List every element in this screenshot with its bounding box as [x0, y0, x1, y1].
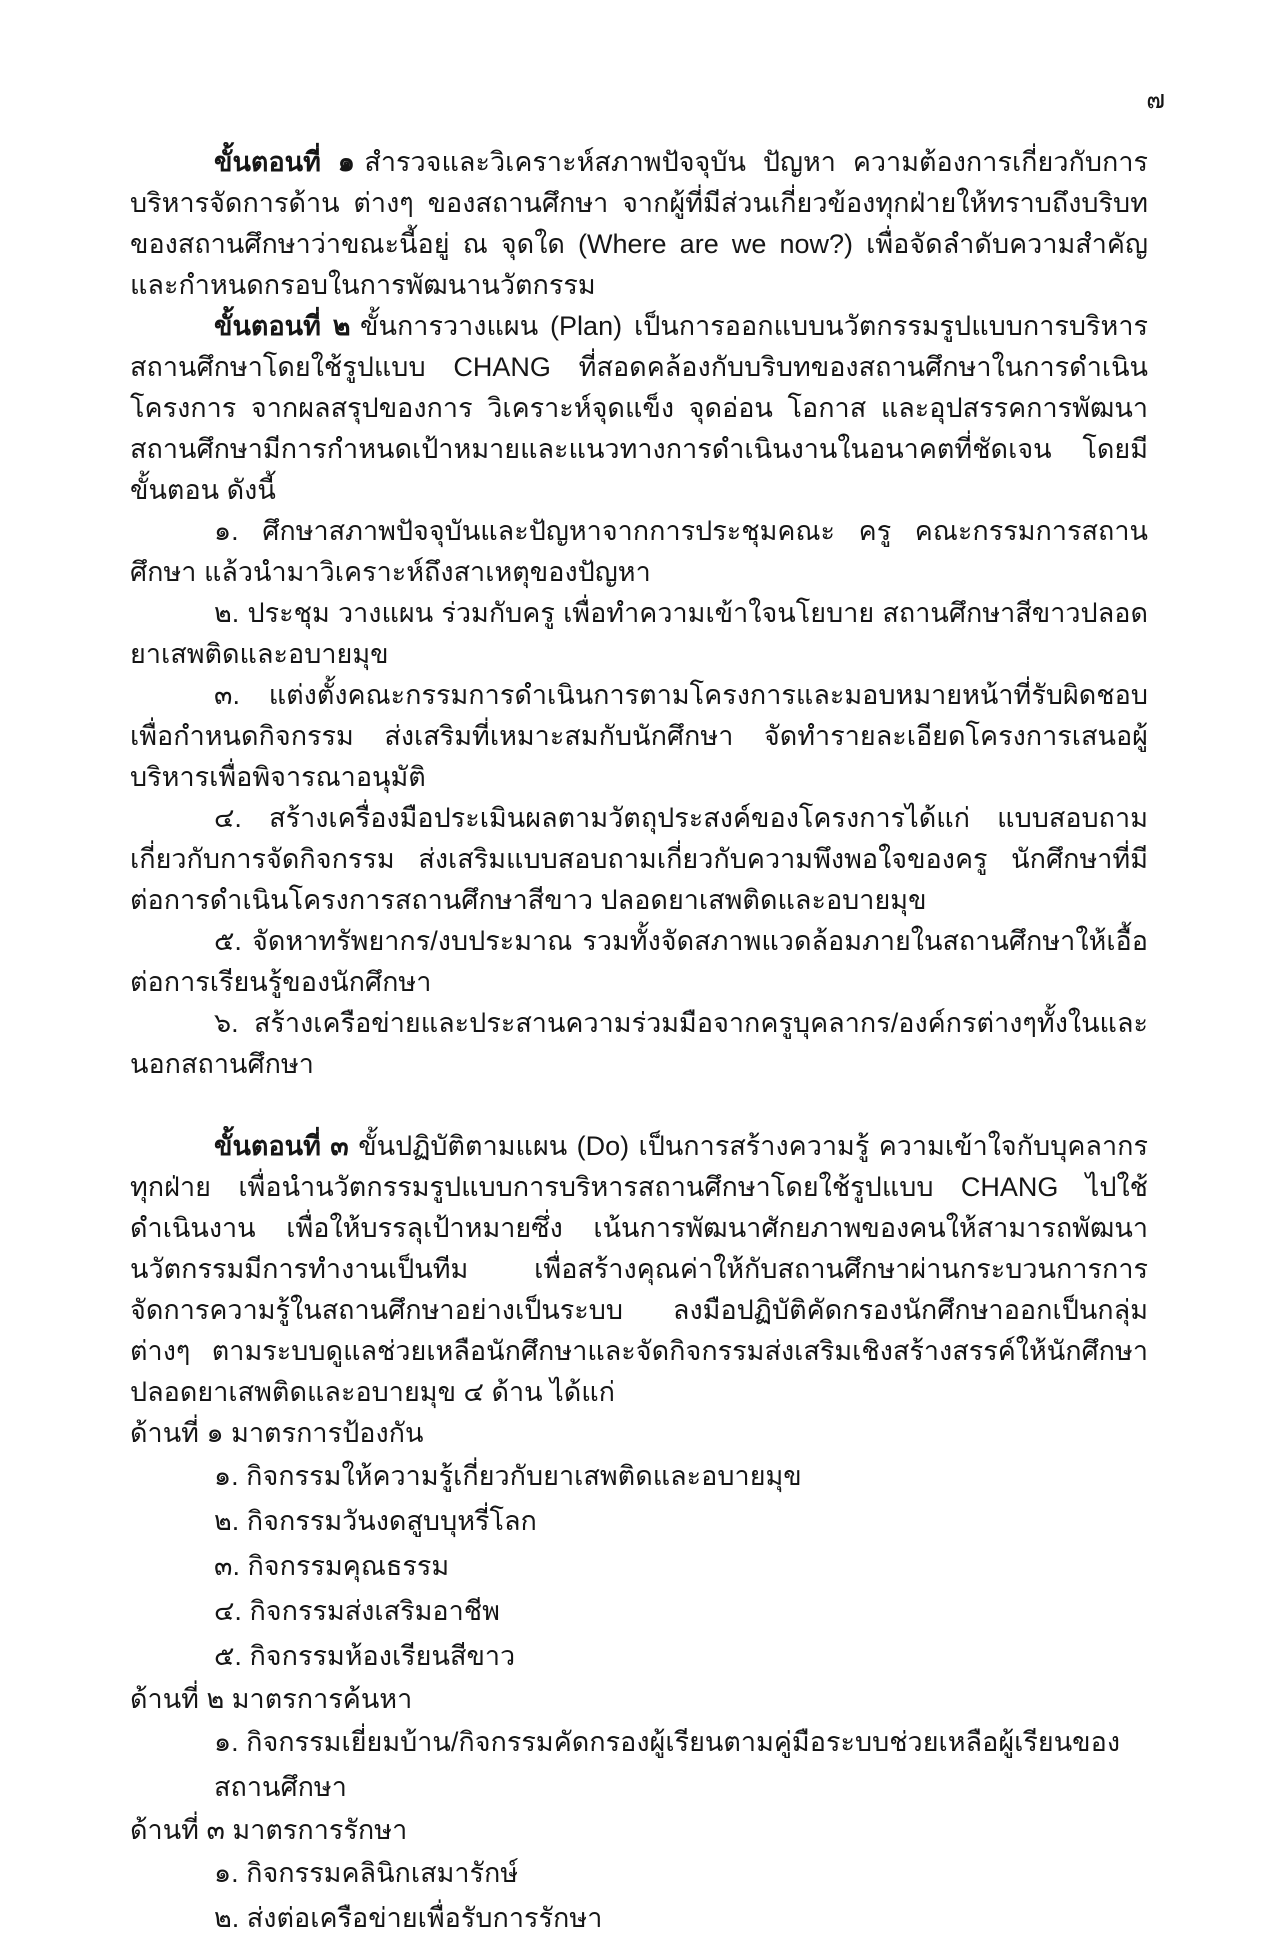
section-1-item-1: ๑. กิจกรรมให้ความรู้เกี่ยวกับยาเสพติดและอบายมุข [214, 1461, 802, 1491]
plan-item-3: ๓. แต่งตั้งคณะกรรมการดำเนินการตามโครงการและมอบหมายหน้าที่รับผิดชอบเพื่อกำหนดกิจกรรม ส่งเสริมที่เหมาะสมกับนักศึกษา จัดทำรายละเอียดโครงการเสนอผู้บริหารเพื่อพิจารณาอนุมัติ [130, 680, 1148, 792]
plan-item-4: ๔. สร้างเครื่องมือประเมินผลตามวัตถุประสงค์ของโครงการได้แก่ แบบสอบถาม เกี่ยวกับการจัดกิจกรรม ส่งเสริมแบบสอบถามเกี่ยวกับความพึงพอใจของครู นักศึกษาที่มีต่อการดำเนินโครงการสถานศึกษาสีขาว ปลอดยาเสพติดและอบายมุข [130, 803, 1148, 915]
section-2-heading: ด้านที่ ๒ มาตรการค้นหา [130, 1684, 413, 1714]
step-2-lead: ขั้นตอนที่ ๒ [214, 311, 351, 341]
step-1-body: สำรวจและวิเคราะห์สภาพปัจจุบัน ปัญหา ความต้องการเกี่ยวกับการบริหารจัดการด้าน ต่างๆ ของสถานศึกษา จากผู้ที่มีส่วนเกี่ยวข้องทุกฝ่ายให้ทราบถึงบริบทของสถานศึกษาว่าขณะนี้อยู่ ณ จุดใด (Where are we now?) เพื่อจัดลำดับความสำคัญและกำหนดกรอบในการพัฒนานวัตกรรม [130, 147, 1149, 300]
section-3-item-1: ๑. กิจกรรมคลินิกเสมารักษ์ [214, 1858, 519, 1888]
paragraph-step-1 [130, 142, 1148, 306]
plan-item-5: ๕. จัดหาทรัพยากร/งบประมาณ รวมทั้งจัดสภาพแวดล้อมภายในสถานศึกษาให้เอื้อต่อการเรียนรู้ของนักศึกษา [130, 926, 1148, 997]
section-1-item-5: ๕. กิจกรรมห้องเรียนสีขาว [214, 1641, 516, 1671]
plan-item-2: ๒. ประชุม วางแผน ร่วมกับครู เพื่อทำความเข้าใจนโยบาย สถานศึกษาสีขาวปลอดยาเสพติดและอบายมุข [130, 598, 1148, 669]
step-2-body: ขั้นการวางแผน (Plan) เป็นการออกแบบนวัตกรรมรูปแบบการบริหารสถานศึกษาโดยใช้รูปแบบ CHANG ที่สอดคล้องกับบริบทของสถานศึกษาในการดำเนินโครงการ จากผลสรุปของการ วิเคราะห์จุดแข็ง จุดอ่อน โอกาส และอุปสรรคการพัฒนาสถานศึกษามีการกำหนดเป้าหมายและแนวทางการดำเนินงานในอนาคตที่ชัดเจน โดยมีขั้นตอน ดังนี้ [130, 311, 1148, 505]
paragraph-step-2 [130, 306, 1148, 511]
section-1-item-3: ๓. กิจกรรมคุณธรรม [214, 1551, 450, 1581]
document-content [130, 142, 1148, 1941]
paragraph-step-3 [130, 1126, 1148, 1413]
section-1-item-2: ๒. กิจกรรมวันงดสูบบุหรี่โลก [214, 1506, 537, 1536]
plan-item-6: ๖. สร้างเครือข่ายและประสานความร่วมมือจากครูบุคลากร/องค์กรต่างๆทั้งในและนอกสถานศึกษา [130, 1008, 1148, 1079]
section-3-heading: ด้านที่ ๓ มาตรการรักษา [130, 1815, 408, 1845]
plan-item-1: ๑. ศึกษาสภาพปัจจุบันและปัญหาจากการประชุมคณะ ครู คณะกรรมการสถานศึกษา แล้วนำมาวิเคราะห์ถึงสาเหตุของปัญหา [130, 516, 1148, 587]
section-2-item-1: ๑. กิจกรรมเยี่ยมบ้าน/กิจกรรมคัดกรองผู้เรียนตามคู่มือระบบช่วยเหลือผู้เรียนของสถานศึกษา [214, 1727, 1121, 1802]
section-3-item-2: ๒. ส่งต่อเครือข่ายเพื่อรับการรักษา [214, 1903, 603, 1933]
page-number: ๗ [1146, 86, 1165, 114]
section-1-item-4: ๔. กิจกรรมส่งเสริมอาชีพ [214, 1596, 500, 1626]
section-1-heading: ด้านที่ ๑ มาตรการป้องกัน [130, 1418, 424, 1448]
step-3-lead: ขั้นตอนที่ ๓ [214, 1131, 349, 1161]
step-1-lead: ขั้นตอนที่ ๑ [214, 147, 355, 177]
step-3-body: ขั้นปฏิบัติตามแผน (Do) เป็นการสร้างความรู้ ความเข้าใจกับบุคลากรทุกฝ่าย เพื่อนำนวัตกรรมรูปแบบการบริหารสถานศึกษาโดยใช้รูปแบบ CHANG ไปใช้ดำเนินงาน เพื่อให้บรรลุเป้าหมายซึ่ง เน้นการพัฒนาศักยภาพของคนให้สามารถพัฒนานวัตกรรมมีการทำงานเป็นทีม เพื่อสร้างคุณค่าให้กับสถานศึกษาผ่านกระบวนการการจัดการความรู้ในสถานศึกษาอย่างเป็นระบบ ลงมือปฏิบัติคัดกรองนักศึกษาออกเป็นกลุ่มต่างๆ ตามระบบดูแลช่วยเหลือนักศึกษาและจัดกิจกรรมส่งเสริมเชิงสร้างสรรค์ให้นักศึกษาปลอดยาเสพติดและอบายมุข ๔ ด้าน ได้แก่ [130, 1131, 1148, 1407]
